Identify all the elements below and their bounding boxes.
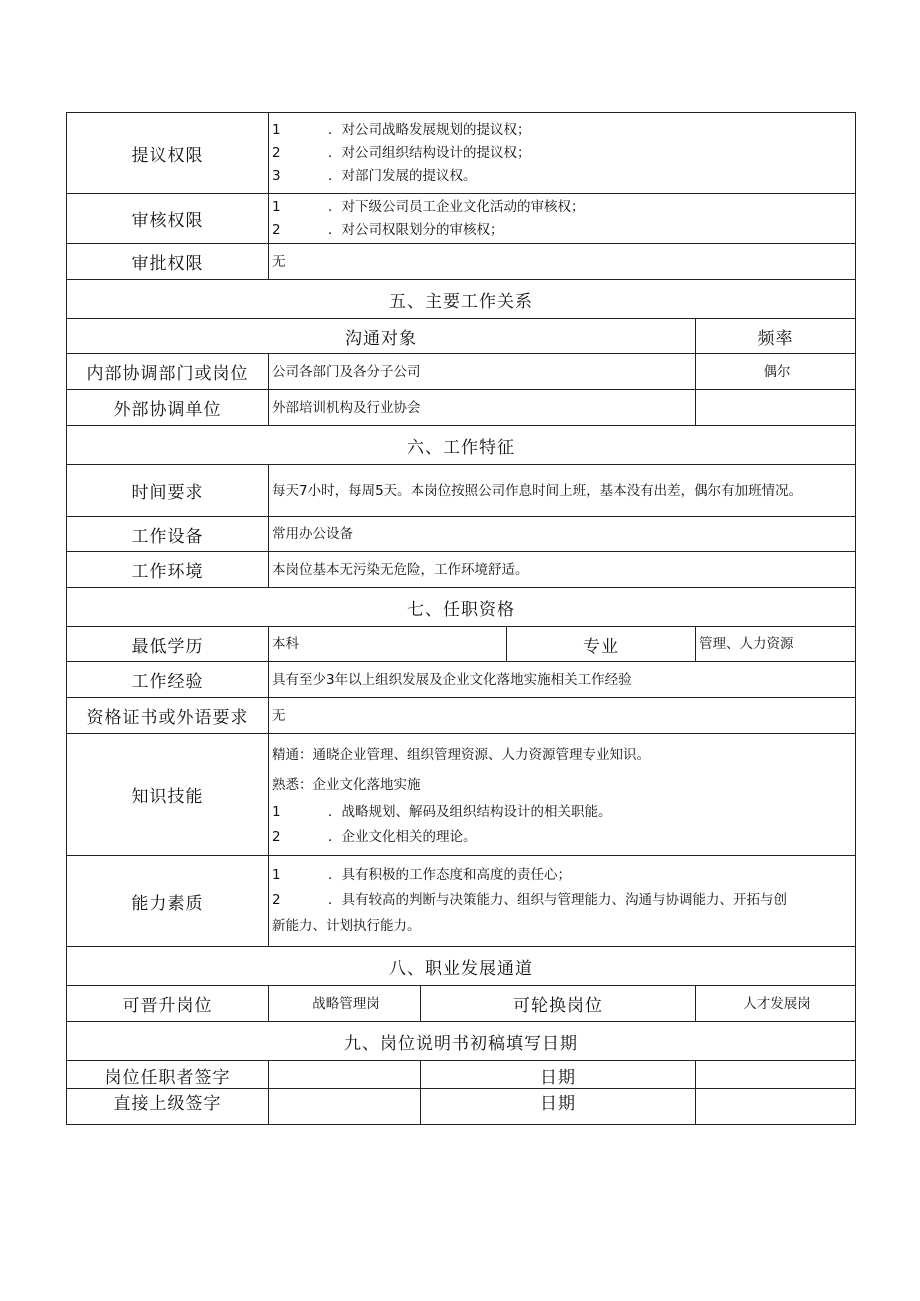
job-description-table [66,112,856,1125]
experience-label: 工作经验 [67,662,269,698]
list-item: 2 ．对公司权限划分的审核权； [272,221,504,238]
knowledge-row [67,734,856,856]
internal-coordination-label: 内部协调部门或岗位 [67,354,269,390]
section-relations-row [67,280,856,319]
time-requirement-label: 时间要求 [67,465,269,517]
equipment-value: 常用办公设备 [269,517,856,552]
section-signature-row [67,1022,856,1061]
list-item: 3 ．对部门发展的提议权。 [272,167,477,184]
review-authority-label: 审核权限 [67,194,269,244]
relations-internal-row [67,354,856,390]
holder-signature-field[interactable] [269,1061,421,1089]
section-features-title: 六、工作特征 [67,426,856,465]
certificate-value: 无 [269,698,856,734]
internal-coordination-object: 公司各部门及各分子公司 [269,354,696,390]
section-qualifications-title: 七、任职资格 [67,588,856,627]
knowledge-familiar: 熟悉：企业文化落地实施 [272,776,421,793]
approval-authority-row [67,244,856,280]
approval-authority-label: 审批权限 [67,244,269,280]
education-value: 本科 [269,627,507,662]
list-item: 1 ．战略规划、解码及组织结构设计的相关职能。 [272,803,612,820]
list-item: 2 ．对公司组织结构设计的提议权； [272,144,531,161]
relations-header-row [67,319,856,354]
knowledge-content [269,734,856,856]
job-description-form [66,112,855,1125]
list-item: 2 ．具有较高的判断与决策能力、组织与管理能力、沟通与协调能力、开拓与创 [272,892,787,908]
section-features-row [67,426,856,465]
promote-label: 可晋升岗位 [67,986,269,1022]
section-qualifications-row [67,588,856,627]
environment-value: 本岗位基本无污染无危险，工作环境舒适。 [269,552,856,588]
major-value: 管理、人力资源 [696,627,856,662]
relations-external-row [67,390,856,426]
career-row [67,986,856,1022]
external-coordination-frequency [696,390,856,426]
rotate-label: 可轮换岗位 [421,986,696,1022]
proposal-authority-content [269,113,856,194]
external-coordination-label: 外部协调单位 [67,390,269,426]
proposal-authority-row [67,113,856,194]
certificate-label: 资格证书或外语要求 [67,698,269,734]
ability-row [67,856,856,947]
time-requirement-row [67,465,856,517]
education-row [67,627,856,662]
knowledge-proficient: 精通：通晓企业管理、组织管理资源、人力资源管理专业知识。 [272,746,650,763]
section-relations-title: 五、主要工作关系 [67,280,856,319]
section-career-title: 八、职业发展通道 [67,947,856,986]
holder-signature-row [67,1061,856,1089]
list-item: 2 ．企业文化相关的理论。 [272,828,477,845]
ability-content [269,856,856,947]
list-item: 1 ．对公司战略发展规划的提议权； [272,121,531,138]
superior-date-label: 日期 [421,1089,696,1125]
experience-value: 具有至少3年以上组织发展及企业文化落地实施相关工作经验 [269,662,856,698]
promote-value: 战略管理岗 [269,986,421,1022]
knowledge-label: 知识技能 [67,734,269,856]
superior-signature-label: 直接上级签字 [67,1089,269,1125]
equipment-row [67,517,856,552]
approval-authority-value: 无 [269,244,856,280]
review-authority-content [269,194,856,244]
list-item: 1 ．对下级公司员工企业文化活动的审核权； [272,198,585,215]
equipment-label: 工作设备 [67,517,269,552]
header-communication-object: 沟通对象 [67,319,696,354]
section-career-row [67,947,856,986]
header-frequency: 频率 [696,319,856,354]
internal-coordination-frequency: 偶尔 [696,354,856,390]
superior-date-field[interactable] [696,1089,856,1125]
superior-signature-row [67,1089,856,1125]
external-coordination-object: 外部培训机构及行业协会 [269,390,696,426]
proposal-authority-label: 提议权限 [67,113,269,194]
list-item: 1 ．具有积极的工作态度和高度的责任心； [272,867,571,883]
education-label: 最低学历 [67,627,269,662]
ability-label: 能力素质 [67,856,269,947]
time-requirement-value: 每天7小时，每周5天。本岗位按照公司作息时间上班，基本没有出差，偶尔有加班情况。 [269,465,856,517]
superior-signature-field[interactable] [269,1089,421,1125]
holder-date-field[interactable] [696,1061,856,1089]
holder-date-label: 日期 [421,1061,696,1089]
environment-row [67,552,856,588]
ability-continuation: 新能力、计划执行能力。 [272,918,421,934]
major-label: 专业 [507,627,696,662]
review-authority-row [67,194,856,244]
holder-signature-label: 岗位任职者签字 [67,1061,269,1089]
rotate-value: 人才发展岗 [696,986,856,1022]
environment-label: 工作环境 [67,552,269,588]
certificate-row [67,698,856,734]
experience-row [67,662,856,698]
section-signature-title: 九、岗位说明书初稿填写日期 [67,1022,856,1061]
